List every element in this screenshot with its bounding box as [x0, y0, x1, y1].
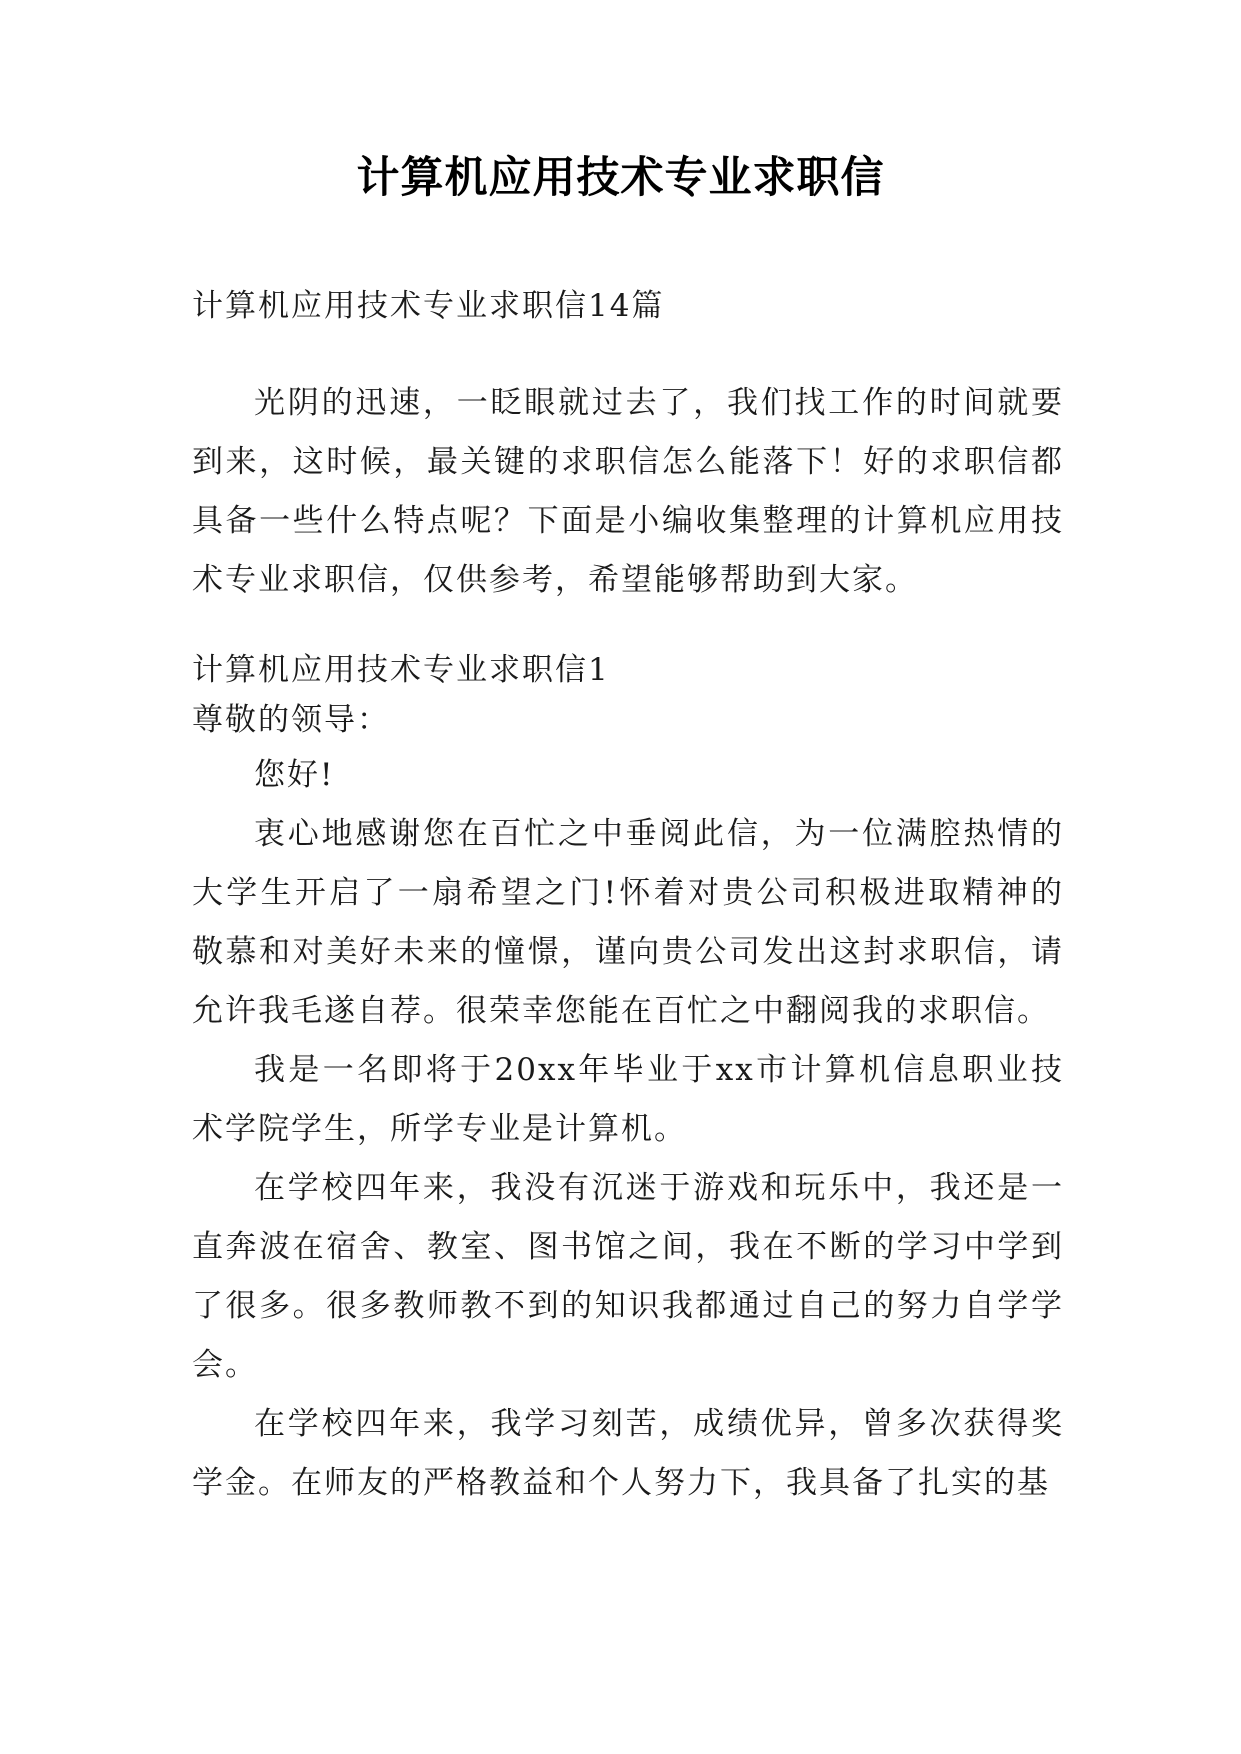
- body-paragraph: 在学校四年来，我学习刻苦，成绩优异，曾多次获得奖学金。在师友的严格教益和个人努力下，我具备了扎实的基: [192, 1406, 1064, 1501]
- body-paragraph: 在学校四年来，我没有沉迷于游戏和玩乐中，我还是一直奔波在宿舍、教室、图书馆之间，我在不断的学习中学到了很多。很多教师教不到的知识我都通过自己的努力自学学会。: [192, 1170, 1064, 1383]
- salutation: 尊敬的领导：: [192, 702, 390, 738]
- body-paragraph: 我是一名即将于20xx年毕业于xx市计算机信息职业技术学院学生，所学专业是计算机。: [192, 1052, 1064, 1147]
- document-subtitle: 计算机应用技术专业求职信14篇: [192, 288, 665, 324]
- document-body: [192, 286, 1064, 1513]
- document-title: 计算机应用技术专业求职信: [356, 153, 885, 203]
- intro-paragraph: 光阴的迅速，一眨眼就过去了，我们找工作的时间就要到来，这时候，最关键的求职信怎么能落下！好的求职信都具备一些什么特点呢？下面是小编收集整理的计算机应用技术专业求职信，仅供参考，希望能够帮助到大家。: [192, 385, 1064, 598]
- body-paragraph: 衷心地感谢您在百忙之中垂阅此信，为一位满腔热情的大学生开启了一扇希望之门!怀着对贵公司积极进取精神的敬慕和对美好未来的憧憬，谨向贵公司发出这封求职信，请允许我毛遂自荐。很荣幸您能在百忙之中翻阅我的求职信。: [192, 816, 1064, 1029]
- letter-heading: 计算机应用技术专业求职信1: [192, 652, 610, 688]
- greeting: 您好!: [254, 757, 335, 793]
